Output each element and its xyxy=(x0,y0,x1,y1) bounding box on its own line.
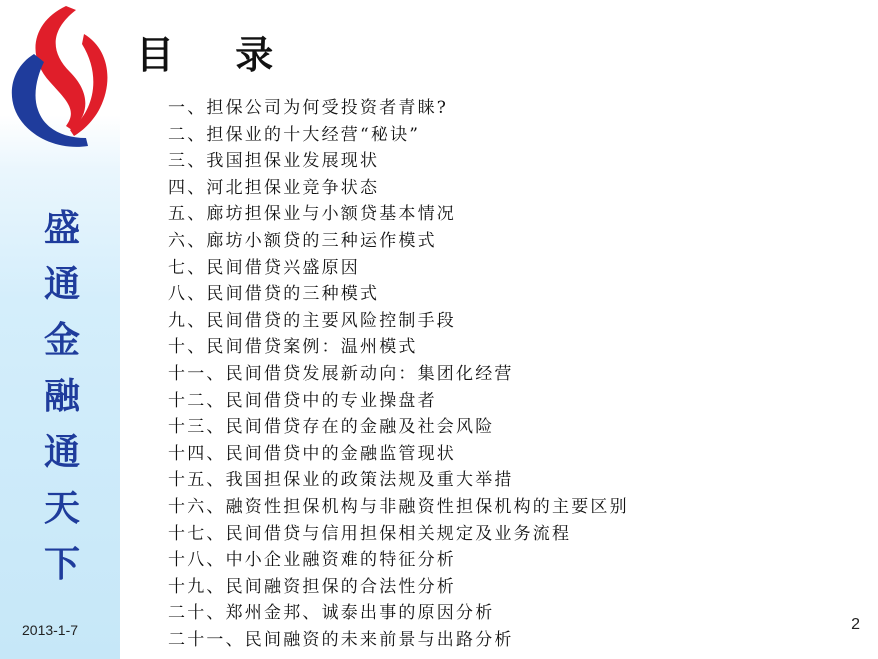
toc-item: 十四、民间借贷中的金融监管现状 xyxy=(168,443,456,464)
toc-item: 二十、郑州金邦、诚泰出事的原因分析 xyxy=(168,603,495,624)
toc-item: 三、我国担保业发展现状 xyxy=(168,151,380,172)
logo-red-stroke xyxy=(35,6,85,130)
toc-item: 十一、民间借贷发展新动向：集团化经营 xyxy=(168,363,514,384)
toc-item: 九、民间借贷的主要风险控制手段 xyxy=(168,310,456,331)
toc-item: 七、民间借贷兴盛原因 xyxy=(168,257,360,278)
toc-item: 二、担保业的十大经营“秘诀” xyxy=(168,124,421,145)
vertical-slogan xyxy=(38,200,86,592)
toc-item: 一、担保公司为何受投资者青睐? xyxy=(168,98,449,118)
slogan-char: 下 xyxy=(43,543,80,585)
footer-date: 2013-1-7 xyxy=(22,622,79,638)
sidebar xyxy=(0,0,120,659)
toc-item: 四、河北担保业竞争状态 xyxy=(168,177,380,198)
toc-item: 二十一、民间融资的未来前景与出路分析 xyxy=(168,629,514,650)
slogan-char: 通 xyxy=(43,431,80,473)
table-of-contents xyxy=(168,95,858,653)
slogan-char: 融 xyxy=(43,375,80,417)
toc-item: 十三、民间借贷存在的金融及社会风险 xyxy=(168,417,495,438)
toc-item: 十六、融资性担保机构与非融资性担保机构的主要区别 xyxy=(168,496,629,517)
toc-item: 十九、民间融资担保的合法性分析 xyxy=(168,576,456,597)
slogan-char: 金 xyxy=(43,319,80,361)
toc-item: 五、廊坊担保业与小额贷基本情况 xyxy=(168,204,456,225)
toc-item: 十五、我国担保业的政策法规及重大举措 xyxy=(168,470,514,491)
toc-item: 十八、中小企业融资难的特征分析 xyxy=(168,550,456,571)
toc-item: 十二、民间借贷中的专业操盘者 xyxy=(168,390,437,411)
toc-item: 十、民间借贷案例：温州模式 xyxy=(168,337,418,358)
slogan-char: 通 xyxy=(43,263,80,305)
page-title: 目 录 xyxy=(136,32,298,77)
toc-item: 八、民间借贷的三种模式 xyxy=(168,284,380,305)
page-number: 2 xyxy=(851,616,860,633)
slogan-char: 天 xyxy=(43,487,80,529)
slogan-char: 盛 xyxy=(43,207,80,249)
company-logo xyxy=(4,4,116,152)
toc-item: 六、廊坊小额贷的三种运作模式 xyxy=(168,230,437,251)
toc-item: 十七、民间借贷与信用担保相关规定及业务流程 xyxy=(168,523,572,544)
